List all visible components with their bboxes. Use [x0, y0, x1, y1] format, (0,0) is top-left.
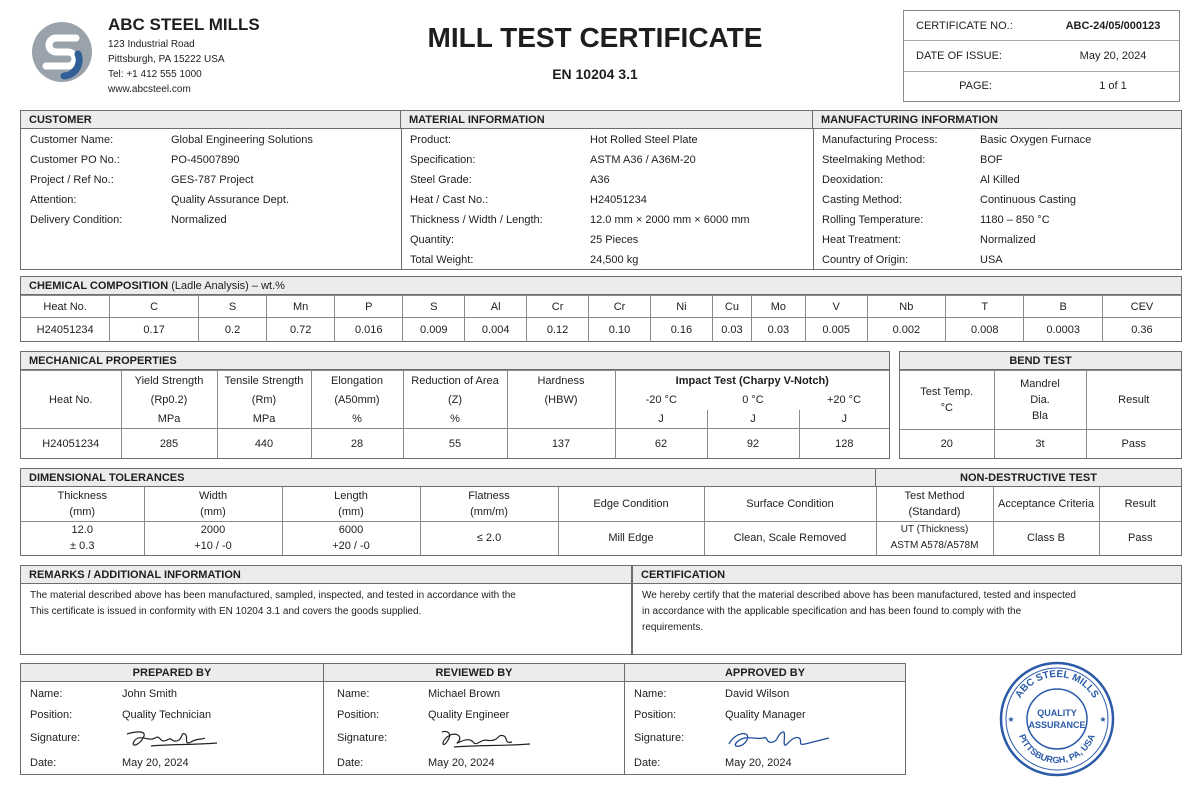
heat-cast-value: H24051234 — [590, 194, 647, 206]
chem-val-b: 0.0003 — [1024, 318, 1102, 342]
chem-val-s: 0.2 — [199, 318, 267, 342]
casting-method-label: Casting Method: — [822, 194, 903, 206]
certification-line2: in accordance with the applicable specification and has been found to comply with the — [642, 606, 1022, 617]
rolling-temp-label: Rolling Temperature: — [822, 214, 924, 226]
delivery-condition-label: Delivery Condition: — [30, 214, 123, 226]
reviewed-name-value: Michael Brown — [428, 688, 501, 700]
mech-val-impact-plus20: 128 — [799, 429, 889, 458]
chem-val-nb: 0.002 — [867, 318, 945, 342]
chem-col-nb: Nb — [867, 296, 945, 318]
bend-col-mandrel-l2: Dia. — [1030, 394, 1050, 407]
dim-val-length — [282, 521, 420, 555]
page-value: 1 of 1 — [1099, 80, 1127, 93]
steelmaking-label: Steelmaking Method: — [822, 154, 926, 166]
stamp-center-line1: QUALITY — [1037, 708, 1077, 718]
chem-val-mn: 0.72 — [267, 318, 335, 342]
bend-test-section — [899, 351, 1182, 459]
mech-val-hardness: 137 — [507, 429, 615, 458]
dim-col-flatness-l2: (mm/m) — [470, 505, 508, 518]
company-address-line2: Pittsburgh, PA 15222 USA — [108, 54, 225, 65]
reviewed-name-label: Name: — [337, 688, 370, 700]
dim-col-width — [144, 487, 282, 521]
mech-col-hardness-l1: Hardness — [507, 371, 615, 391]
chem-col-v: V — [805, 296, 867, 318]
approved-date-value: May 20, 2024 — [725, 757, 792, 769]
deoxidation-value: Al Killed — [980, 174, 1020, 186]
chem-val-cev: 0.36 — [1102, 318, 1181, 342]
approved-name-value: David Wilson — [725, 688, 790, 700]
prepared-date-label: Date: — [30, 757, 57, 769]
mech-val-impact-0: 92 — [707, 429, 799, 458]
total-weight-label: Total Weight: — [410, 254, 474, 266]
approved-position-label: Position: — [634, 709, 677, 721]
certificate-info-box — [903, 10, 1180, 102]
remarks-line2: This certificate is issued in conformity with EN 10204 3.1 and covers the goods supplied. — [30, 606, 422, 617]
dimensional-header: DIMENSIONAL TOLERANCES — [21, 469, 876, 487]
certification-header: CERTIFICATION — [633, 566, 1181, 584]
stamp-right-star-icon: ★ — [1099, 715, 1107, 724]
chem-col-cu: Cu — [712, 296, 751, 318]
dim-val-thickness-l1: 12.0 — [71, 524, 93, 537]
bend-col-result: Result — [1086, 371, 1181, 430]
chem-val-v: 0.005 — [805, 318, 867, 342]
company-logo — [30, 20, 94, 84]
ndt-val-criteria: Class B — [993, 521, 1099, 555]
mech-col-hardness-unit — [507, 410, 615, 429]
mech-val-yield: 285 — [121, 429, 217, 458]
quantity-value: 25 Pieces — [590, 234, 639, 246]
dim-col-flatness-l1: Flatness — [468, 489, 510, 502]
impact-col-0-unit: J — [707, 410, 799, 429]
mech-col-elong-l2: (A50mm) — [311, 391, 403, 410]
mechanical-table — [21, 370, 889, 458]
chem-val-cr2: 0.10 — [589, 318, 651, 342]
company-name: ABC STEEL MILLS — [108, 15, 260, 34]
approved-position-value: Quality Manager — [725, 709, 806, 721]
chem-col-s: S — [199, 296, 267, 318]
mech-col-tensile-l2: (Rm) — [217, 391, 311, 410]
bend-test-header: BEND TEST — [900, 352, 1181, 370]
specification-value: ASTM A36 / A36M-20 — [590, 154, 696, 166]
chemical-composition-section — [20, 276, 1182, 342]
dimensions-label: Thickness / Width / Length: — [410, 214, 543, 226]
prepared-signature-image — [121, 726, 221, 752]
dim-col-length-l1: Length — [334, 489, 368, 502]
reviewed-date-value: May 20, 2024 — [428, 757, 495, 769]
mech-col-reduction-l1: Reduction of Area — [403, 371, 507, 391]
approved-date-label: Date: — [634, 757, 661, 769]
dim-col-width-l1: Width — [198, 489, 228, 502]
customer-name-value: Global Engineering Solutions — [171, 134, 313, 146]
chem-col-t: T — [946, 296, 1024, 318]
chem-val-cu: 0.03 — [712, 318, 751, 342]
country-origin-value: USA — [980, 254, 1003, 266]
dimensions-value: 12.0 mm × 2000 mm × 6000 mm — [590, 214, 750, 226]
mech-col-tensile-l1: Tensile Strength — [217, 371, 311, 391]
mech-val-tensile: 440 — [217, 429, 311, 458]
chemical-header — [21, 277, 1181, 295]
chem-col-p: P — [335, 296, 403, 318]
stamp-top-text: ABC STEEL MILLS — [1013, 668, 1101, 701]
mechanical-header: MECHANICAL PROPERTIES — [21, 352, 889, 370]
bend-col-mandrel-l1: Mandrel — [1020, 378, 1060, 391]
prepared-by-section — [20, 663, 324, 775]
chem-val-al: 0.004 — [465, 318, 527, 342]
approved-by-header: APPROVED BY — [625, 664, 905, 682]
ndt-col-method-l1: Test Method — [904, 489, 965, 502]
mech-col-elong-l1: Elongation — [311, 371, 403, 391]
reviewed-by-section — [323, 663, 625, 775]
dim-col-length-l2: (mm) — [338, 505, 364, 518]
remarks-header: REMARKS / ADDITIONAL INFORMATION — [21, 566, 631, 584]
dim-val-edge: Mill Edge — [558, 521, 704, 555]
dim-col-length — [282, 487, 420, 521]
dim-val-flatness: ≤ 2.0 — [420, 521, 558, 555]
ndt-val-method — [876, 521, 993, 555]
casting-method-value: Continuous Casting — [980, 194, 1077, 206]
reviewed-position-value: Quality Engineer — [428, 709, 510, 721]
customer-header: CUSTOMER — [21, 111, 401, 129]
dim-val-surface: Clean, Scale Removed — [704, 521, 876, 555]
info-divider-2 — [813, 129, 814, 269]
chem-col-cr2: Cr — [589, 296, 651, 318]
prepared-signature-label: Signature: — [30, 732, 81, 744]
company-tel: Tel: +1 412 555 1000 — [108, 69, 202, 80]
prepared-name-label: Name: — [30, 688, 63, 700]
dim-val-width-l2: +10 / -0 — [194, 540, 232, 553]
chem-val-mo: 0.03 — [752, 318, 806, 342]
steelmaking-value: BOF — [980, 154, 1003, 166]
prepared-by-header: PREPARED BY — [21, 664, 323, 682]
mech-col-reduction-l2: (Z) — [403, 391, 507, 410]
delivery-condition-value: Normalized — [171, 214, 227, 226]
country-origin-label: Country of Origin: — [822, 254, 909, 266]
reviewed-by-header: REVIEWED BY — [324, 664, 624, 682]
remarks-section — [20, 565, 632, 655]
ndt-val-result: Pass — [1099, 521, 1181, 555]
mechanical-properties-section — [20, 351, 890, 459]
total-weight-value: 24,500 kg — [590, 254, 639, 266]
bend-col-mandrel-l3: Bla — [1032, 410, 1048, 423]
manufacturing-header: MANUFACTURING INFORMATION — [813, 111, 1181, 129]
chem-val-s2: 0.009 — [403, 318, 465, 342]
chem-val-ni: 0.16 — [650, 318, 712, 342]
mech-val-elongation: 28 — [311, 429, 403, 458]
heat-treatment-value: Normalized — [980, 234, 1036, 246]
company-address-line1: 123 Industrial Road — [108, 39, 195, 50]
mech-val-impact-minus20: 62 — [615, 429, 707, 458]
page-label: PAGE: — [959, 80, 992, 93]
steel-grade-value: A36 — [590, 174, 610, 186]
company-website: www.abcsteel.com — [108, 84, 191, 95]
stamp-seal-icon — [998, 660, 1116, 778]
ndt-col-method — [876, 487, 993, 521]
certificate-no-label: CERTIFICATE NO.: — [904, 11, 1047, 41]
impact-test-title: Impact Test (Charpy V-Notch) — [615, 371, 889, 391]
mech-col-yield-l1: Yield Strength — [121, 371, 217, 391]
chem-col-al: Al — [465, 296, 527, 318]
project-ref-label: Project / Ref No.: — [30, 174, 114, 186]
customer-name-label: Customer Name: — [30, 134, 114, 146]
chem-col-s2: S — [403, 296, 465, 318]
chem-val-p: 0.016 — [335, 318, 403, 342]
ndt-val-method-l1: UT (Thickness) — [900, 524, 969, 536]
dimensional-table-wrap — [21, 487, 1181, 555]
prepared-name-value: John Smith — [122, 688, 178, 700]
chemical-header-title: CHEMICAL COMPOSITION — [29, 280, 169, 292]
approved-signature-image — [725, 726, 835, 754]
dim-col-thickness — [21, 487, 144, 521]
mech-col-yield-l2: (Rp0.2) — [121, 391, 217, 410]
chem-col-mn: Mn — [267, 296, 335, 318]
approved-signature-label: Signature: — [634, 732, 685, 744]
dimensional-ndt-section — [20, 468, 1182, 556]
certification-line1: We hereby certify that the material described above has been manufactured, tested and inspected — [642, 590, 1076, 601]
impact-col-minus20-temp: -20 °C — [615, 391, 707, 410]
dim-col-thickness-l1: Thickness — [57, 489, 108, 502]
rolling-temp-value: 1180 – 850 °C — [980, 214, 1050, 226]
reviewed-date-label: Date: — [337, 757, 364, 769]
dim-col-width-l2: (mm) — [200, 505, 226, 518]
chem-val-c: 0.17 — [110, 318, 199, 342]
mech-col-heat: Heat No. — [21, 371, 121, 429]
customer-po-value: PO-45007890 — [171, 154, 240, 166]
document-title: MILL TEST CERTIFICATE — [427, 22, 763, 53]
ndt-col-method-l2: (Standard) — [908, 505, 961, 518]
mfg-process-value: Basic Oxygen Furnace — [980, 134, 1092, 146]
certification-line3: requirements. — [642, 622, 704, 633]
chem-col-cr: Cr — [527, 296, 589, 318]
bend-val-mandrel: 3t — [994, 430, 1086, 458]
info-divider-1 — [401, 129, 402, 269]
ndt-col-result: Result — [1099, 487, 1181, 521]
reviewed-position-label: Position: — [337, 709, 380, 721]
quality-assurance-stamp — [998, 660, 1116, 778]
chem-col-cev: CEV — [1102, 296, 1181, 318]
dim-val-length-l1: 6000 — [338, 524, 364, 537]
chemical-header-note: (Ladle Analysis) – wt.% — [168, 280, 285, 292]
impact-col-minus20-unit: J — [615, 410, 707, 429]
info-section — [20, 110, 1182, 270]
product-value: Hot Rolled Steel Plate — [590, 134, 698, 146]
ndt-header: NON-DESTRUCTIVE TEST — [876, 469, 1181, 487]
bend-col-temp-l2: °C — [940, 402, 953, 415]
steel-grade-label: Steel Grade: — [410, 174, 472, 186]
mech-col-reduction-unit: % — [403, 410, 507, 429]
dim-col-thickness-l2: (mm) — [69, 505, 96, 518]
prepared-date-value: May 20, 2024 — [122, 757, 189, 769]
prepared-position-label: Position: — [30, 709, 73, 721]
approved-name-label: Name: — [634, 688, 667, 700]
dim-val-width — [144, 521, 282, 555]
date-of-issue-label: DATE OF ISSUE: — [904, 41, 1047, 72]
chem-col-c: C — [110, 296, 199, 318]
stamp-center-line2: ASSURANCE — [1028, 720, 1086, 730]
stamp-left-star-icon: ★ — [1007, 715, 1015, 724]
logo-icon — [30, 20, 94, 84]
material-header: MATERIAL INFORMATION — [401, 111, 813, 129]
approved-by-section — [624, 663, 906, 775]
reviewed-signature-label: Signature: — [337, 732, 388, 744]
mech-col-tensile-unit: MPa — [217, 410, 311, 429]
specification-label: Specification: — [410, 154, 476, 166]
chemical-table — [21, 295, 1181, 342]
mfg-process-label: Manufacturing Process: — [822, 134, 938, 146]
ndt-col-criteria: Acceptance Criteria — [993, 487, 1099, 521]
dimensional-table — [21, 487, 1181, 555]
document-standard: EN 10204 3.1 — [552, 66, 638, 82]
mech-val-reduction: 55 — [403, 429, 507, 458]
chem-col-b: B — [1024, 296, 1102, 318]
dim-col-flatness — [420, 487, 558, 521]
project-ref-value: GES-787 Project — [171, 174, 254, 186]
dim-val-length-l2: +20 / -0 — [332, 540, 370, 553]
heat-cast-label: Heat / Cast No.: — [410, 194, 489, 206]
impact-col-0-temp: 0 °C — [742, 394, 764, 407]
customer-po-label: Customer PO No.: — [30, 154, 120, 166]
chem-col-ni: Ni — [650, 296, 712, 318]
bend-val-temp: 20 — [900, 430, 994, 458]
dim-val-thickness-l2: ± 0.3 — [70, 540, 95, 553]
heat-treatment-label: Heat Treatment: — [822, 234, 901, 246]
reviewed-signature-image — [434, 726, 534, 752]
ndt-val-method-l2: ASTM A578/A578M — [890, 540, 979, 552]
chem-val-cr: 0.12 — [527, 318, 589, 342]
attention-value: Quality Assurance Dept. — [171, 194, 290, 206]
remarks-line1: The material described above has been manufactured, sampled, inspected, and tested in accordance with the — [30, 590, 516, 601]
dim-col-edge: Edge Condition — [558, 487, 704, 521]
mech-val-heat: H24051234 — [21, 429, 121, 458]
mech-col-hardness-l2: (HBW) — [507, 391, 615, 410]
stamp-bottom-textpath: PITTSBURGH, PA, USA — [1017, 732, 1097, 766]
chem-val-heat: H24051234 — [21, 318, 110, 342]
chem-col-mo: Mo — [752, 296, 806, 318]
bend-col-mandrel — [994, 371, 1086, 430]
attention-label: Attention: — [30, 194, 77, 206]
chem-val-t: 0.008 — [946, 318, 1024, 342]
bend-test-table — [900, 370, 1181, 458]
mech-col-yield-unit: MPa — [121, 410, 217, 429]
bend-col-temp — [900, 371, 994, 430]
date-of-issue-value: May 20, 2024 — [1047, 41, 1179, 72]
mech-col-elong-unit: % — [311, 410, 403, 429]
quantity-label: Quantity: — [410, 234, 455, 246]
bend-val-result: Pass — [1086, 430, 1181, 458]
prepared-position-value: Quality Technician — [122, 709, 212, 721]
product-label: Product: — [410, 134, 451, 146]
certificate-no-value: ABC-24/05/000123 — [1047, 11, 1179, 41]
impact-col-plus20-unit: J — [799, 410, 889, 429]
dim-val-width-l1: 2000 — [200, 524, 226, 537]
deoxidation-label: Deoxidation: — [822, 174, 884, 186]
impact-col-plus20-temp: +20 °C — [826, 394, 862, 407]
bend-col-temp-l1: Test Temp. — [920, 386, 974, 399]
certification-section — [632, 565, 1182, 655]
dim-col-surface: Surface Condition — [704, 487, 876, 521]
dim-val-thickness — [21, 521, 144, 555]
chem-col-heat: Heat No. — [21, 296, 110, 318]
